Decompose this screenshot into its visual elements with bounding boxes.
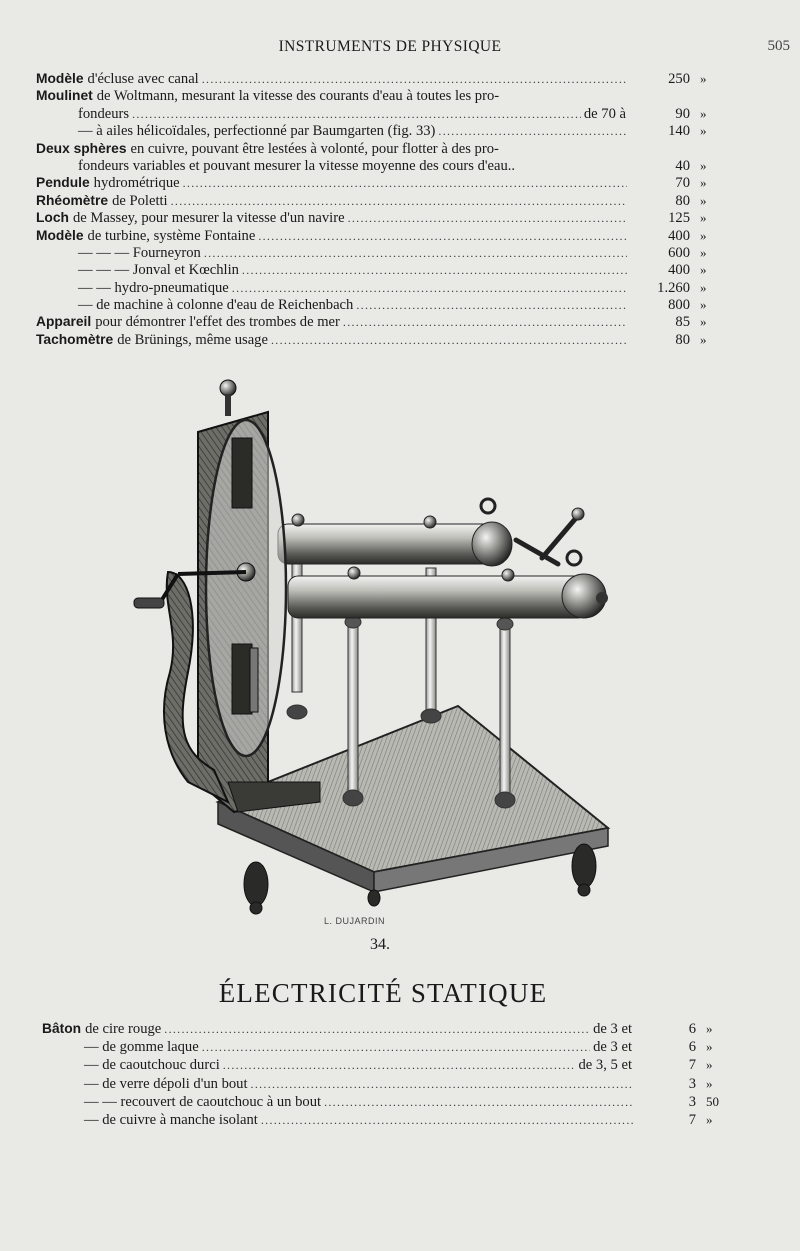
list-item: [36, 279, 726, 296]
list-item: [42, 1056, 732, 1074]
leader-dots: [438, 123, 627, 140]
leader-dots: [348, 210, 627, 227]
page-number: 505: [767, 38, 790, 54]
price-mark: »: [700, 210, 707, 226]
leader-dots: [171, 193, 627, 210]
leader-dots: [258, 228, 627, 245]
item-price: 600: [668, 244, 690, 261]
price-range-prefix: de 3 et: [593, 1039, 632, 1056]
item-name: Tachomètre: [36, 331, 114, 347]
item-price: 7: [688, 1057, 696, 1074]
item-name: Moulinet: [36, 88, 93, 104]
leader-dots: [242, 262, 627, 279]
price-mark: »: [700, 297, 707, 313]
item-price: 400: [668, 262, 690, 279]
item-description: — de caoutchouc durci: [84, 1057, 220, 1074]
price-mark: »: [706, 1111, 713, 1127]
list-item: [36, 313, 726, 330]
list-item: [36, 331, 726, 348]
price-mark: »: [700, 105, 707, 121]
list-item: [36, 122, 726, 139]
figure-electric-machine: [128, 372, 626, 928]
item-name: Modèle: [36, 71, 84, 86]
item-description: de Poletti: [112, 192, 168, 209]
item-description: en cuivre, pouvant être lestées à volonté, pour flotter à des pro-: [130, 140, 499, 157]
item-description: de turbine, système Fontaine: [87, 227, 256, 244]
price-mark: »: [706, 1039, 713, 1055]
item-price: 400: [668, 227, 690, 244]
item-description: — de machine à colonne d'eau de Reichenbach: [78, 297, 354, 314]
price-mark: »: [700, 227, 707, 243]
item-price: 140: [668, 123, 690, 140]
item-description: de Woltmann, mesurant la vitesse des courants d'eau à toutes les pro-: [96, 88, 500, 105]
leader-dots: [183, 175, 627, 192]
list-item: [36, 192, 726, 209]
leader-dots: [324, 1093, 633, 1111]
leader-dots: [132, 106, 581, 123]
leader-dots: [251, 1075, 633, 1093]
list-item: [42, 1038, 732, 1056]
item-description: hydrométrique: [93, 175, 180, 192]
item-name: Bâton: [42, 1021, 82, 1036]
list-item: [36, 105, 726, 122]
item-description: d'écluse avec canal: [87, 71, 199, 87]
price-mark: »: [700, 279, 707, 295]
item-price: 3: [688, 1093, 696, 1110]
item-description: — de verre dépoli d'un bout: [84, 1075, 248, 1092]
item-price: 80: [675, 331, 690, 348]
item-price: 70: [675, 175, 690, 192]
running-title: INSTRUMENTS DE PHYSIQUE: [278, 38, 502, 55]
item-price: 85: [675, 314, 690, 331]
frame-finial: [220, 380, 236, 416]
list-item: [36, 244, 726, 261]
item-description: — de cuivre à manche isolant: [84, 1111, 258, 1128]
item-price: 40: [675, 157, 690, 174]
item-description: — à ailes hélicoïdales, perfectionné par Baumgarten (fig. 33): [78, 123, 436, 140]
price-mark: »: [700, 244, 707, 260]
item-description: de Massey, pour mesurer la vitesse d'un navire: [72, 210, 345, 227]
item-description: — — hydro-pneumatique: [78, 279, 229, 296]
engraver-signature: L. DUJARDIN: [324, 916, 386, 926]
leader-dots: [261, 1111, 633, 1129]
leader-dots: [202, 1038, 590, 1056]
item-price: 6: [688, 1039, 696, 1056]
price-list-electricity: [42, 1020, 732, 1129]
item-price: 6: [688, 1021, 696, 1037]
price-mark: »: [706, 1021, 713, 1036]
price-mark: »: [700, 262, 707, 278]
leader-dots: [356, 297, 627, 314]
price-range-prefix: de 3, 5 et: [578, 1057, 632, 1074]
list-item: [36, 140, 726, 157]
item-description: — — recouvert de caoutchouc à un bout: [84, 1093, 322, 1110]
item-price: 80: [675, 192, 690, 209]
price-mark: »: [706, 1057, 713, 1073]
leader-dots: [223, 1056, 576, 1074]
item-price: 90: [675, 105, 690, 122]
leader-dots: [271, 332, 627, 349]
item-name: Loch: [36, 210, 69, 226]
item-description: — — — Fourneyron: [78, 244, 201, 261]
leader-dots: [204, 245, 627, 262]
price-mark: »: [700, 157, 707, 173]
item-name: Deux sphères: [36, 140, 127, 156]
price-mark: »: [700, 331, 707, 347]
item-price: 800: [668, 297, 690, 314]
price-mark: »: [700, 314, 707, 330]
price-mark: 50: [706, 1093, 719, 1109]
discharger-rod: [516, 508, 584, 564]
price-mark: »: [700, 71, 707, 86]
list-item: [42, 1075, 732, 1093]
list-item: [36, 209, 726, 226]
price-mark: »: [700, 175, 707, 191]
price-range-prefix: de 3 et: [593, 1021, 632, 1037]
item-price: 3: [688, 1075, 696, 1092]
item-name: Modèle: [36, 227, 84, 243]
leader-dots: [232, 280, 627, 297]
item-description: fondeurs: [78, 105, 130, 122]
price-range-prefix: de 70 à: [583, 105, 626, 122]
item-price: 1.260: [657, 279, 690, 296]
price-list: [36, 70, 726, 348]
upper-conductor: [278, 499, 512, 566]
list-item: [42, 1020, 732, 1038]
leader-dots: [343, 314, 627, 331]
price-mark: »: [706, 1075, 713, 1091]
list-item: [36, 296, 726, 313]
item-description: de cire rouge: [85, 1021, 162, 1037]
list-item: [36, 70, 726, 87]
leader-dots: [202, 71, 627, 88]
item-description: pour démontrer l'effet des trombes de mer: [95, 314, 340, 331]
section-title: ÉLECTRICITÉ STATIQUE: [218, 978, 548, 1008]
item-name: Appareil: [36, 314, 92, 330]
item-description: de Brünings, même usage: [117, 331, 268, 348]
list-item: [36, 261, 726, 278]
price-mark: »: [700, 192, 707, 208]
item-price: 7: [688, 1111, 696, 1128]
item-description: — — — Jonval et Kœchlin: [78, 262, 239, 279]
list-item: [42, 1093, 732, 1111]
item-description: fondeurs variables et pouvant mesurer la vitesse moyenne des cours d'eau..: [78, 157, 516, 174]
item-description: — de gomme laque: [84, 1039, 199, 1056]
list-item: [36, 227, 726, 244]
list-item: [42, 1111, 732, 1129]
list-item: [36, 157, 726, 174]
running-header: [0, 38, 800, 60]
leader-dots: [164, 1020, 590, 1038]
list-item: [36, 174, 726, 191]
item-price: 250: [668, 71, 690, 87]
figure-caption: 34.: [370, 936, 390, 953]
price-mark: »: [700, 123, 707, 139]
item-price: 125: [668, 210, 690, 227]
list-item: [36, 87, 726, 104]
item-name: Pendule: [36, 175, 90, 191]
item-name: Rhéomètre: [36, 192, 109, 208]
